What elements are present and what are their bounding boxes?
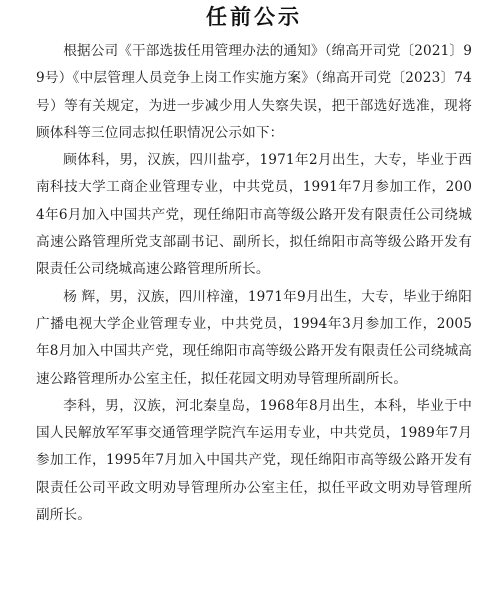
candidate-paragraph-yang-hui: 杨 辉，男，汉族，四川梓潼，1971年9月出生，大专，毕业于绵阳广播电视大学企业管理专业，中共党员，1994年3月参加工作，2005年8月加入中国共产党，现任绵阳市高等级公路开发有限责任公司绕城高速公路管理所办公室主任，拟任花园文明劝导管理所副所长。 (36, 288, 472, 387)
intro-paragraph: 根据公司《干部选拔任用管理办法的通知》（绵高开司党〔2021〕99号）《中层管理人员竞争上岗工作实施方案》（绵高开司党〔2023〕74号）等有关规定，为进一步减少用人失察失误，把干部选好选准，现将顾体科等三位同志拟任职情况公示如下： (36, 43, 472, 141)
notice-title: 任前公示 (206, 5, 302, 29)
candidate-paragraph-li-ke: 李科，男，汉族，河北秦皇岛，1968年8月出生，本科，毕业于中国人民解放军军事交通管理学院汽车运用专业，中共党员，1989年7月参加工作，1995年7月加入中国共产党，现任绵阳市高等级公路开发有限责任公司平政文明劝导管理所办公室主任，拟任平政文明劝导管理所副所长。 (36, 397, 472, 524)
candidate-paragraph-gu-tike: 顾体科，男，汉族，四川盐亭，1971年2月出生，大专，毕业于西南科技大学工商企业管理专业，中共党员，1991年7月参加工作，2004年6月加入中国共产党，现任绵阳市高等级公路开发有限责任公司绕城高速公路管理所党支部副书记、副所长，拟任绵阳市高等级公路开发有限责任公司绕城高速公路管理所所长。 (36, 152, 472, 278)
